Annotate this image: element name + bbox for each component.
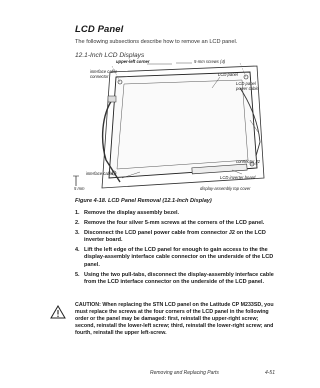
caution-text: CAUTION: When replacing the STN LCD panel on the Latitude CP M233SD, you must replace the screws at the four corners of the LCD panel in the following order or the panel may be damaged: first, reinstall the upper-right screw; second, reinstall the lower-left screw; third, reinstall the lower-right screw; and fourth, reinstall the upper left-screw.: [75, 302, 274, 336]
figure-caption: Figure 4-18. LCD Panel Removal (12.1-Inch Display): [75, 198, 212, 204]
label-connector-j2: connector J2: [236, 159, 260, 164]
label-5mm: 5 mm: [74, 186, 85, 191]
step-item: [75, 247, 275, 269]
step-text: Remove the display assembly bezel.: [84, 210, 180, 216]
step-number: 5.: [75, 271, 80, 278]
footer-section: Removing and Replacing Parts: [150, 370, 219, 376]
step-number: 2.: [75, 220, 80, 226]
page-footer: [150, 370, 275, 376]
step-item: [75, 272, 275, 286]
step-text: Disconnect the LCD panel power cable from connector J2 on the LCD inverter board.: [84, 230, 266, 244]
step-item: [75, 220, 275, 227]
label-lcd-panel: LCD panel: [218, 72, 238, 77]
step-number: 4.: [75, 247, 80, 254]
label-screws: 5-mm screws (4): [194, 59, 226, 64]
intro-text: The following subsections describe how to remove an LCD panel.: [75, 39, 238, 45]
step-text: Remove the four silver 5-mm screws at the corners of the LCD panel.: [84, 220, 265, 226]
interface-connector-shape: [108, 96, 116, 102]
lcd-panel-outline: [109, 72, 257, 178]
page-number: 4-51: [264, 370, 275, 376]
label-interface-cable: interface cable: [86, 171, 114, 176]
step-text: Lift the left edge of the LCD panel for enough to gain access to the the display-assembly interface cable connector on the underside of the LCD panel.: [84, 247, 274, 268]
subheading: 12.1-Inch LCD Displays: [75, 52, 145, 59]
label-upper-left-corner: upper-left corner: [116, 59, 150, 64]
step-number: 3.: [75, 230, 80, 236]
section-title: LCD Panel: [75, 24, 124, 35]
lcd-removal-figure: [72, 60, 272, 198]
label-interface-cable-connector: interface cable connector: [90, 69, 118, 79]
removal-steps: [75, 210, 275, 289]
label-power-cable: LCD panel power cable: [236, 81, 259, 91]
step-number: 1.: [75, 210, 80, 216]
step-text: Using the two pull-tabs, disconnect the display-assembly interface cable from the LCD interface connector on the underside of the LCD panel.: [84, 271, 274, 285]
caution-icon: [50, 305, 66, 319]
label-inverter-board: LCD inverter board: [220, 175, 256, 180]
step-item: [75, 230, 275, 244]
label-top-cover: display-assembly top cover: [200, 186, 251, 191]
step-item: [75, 210, 275, 217]
